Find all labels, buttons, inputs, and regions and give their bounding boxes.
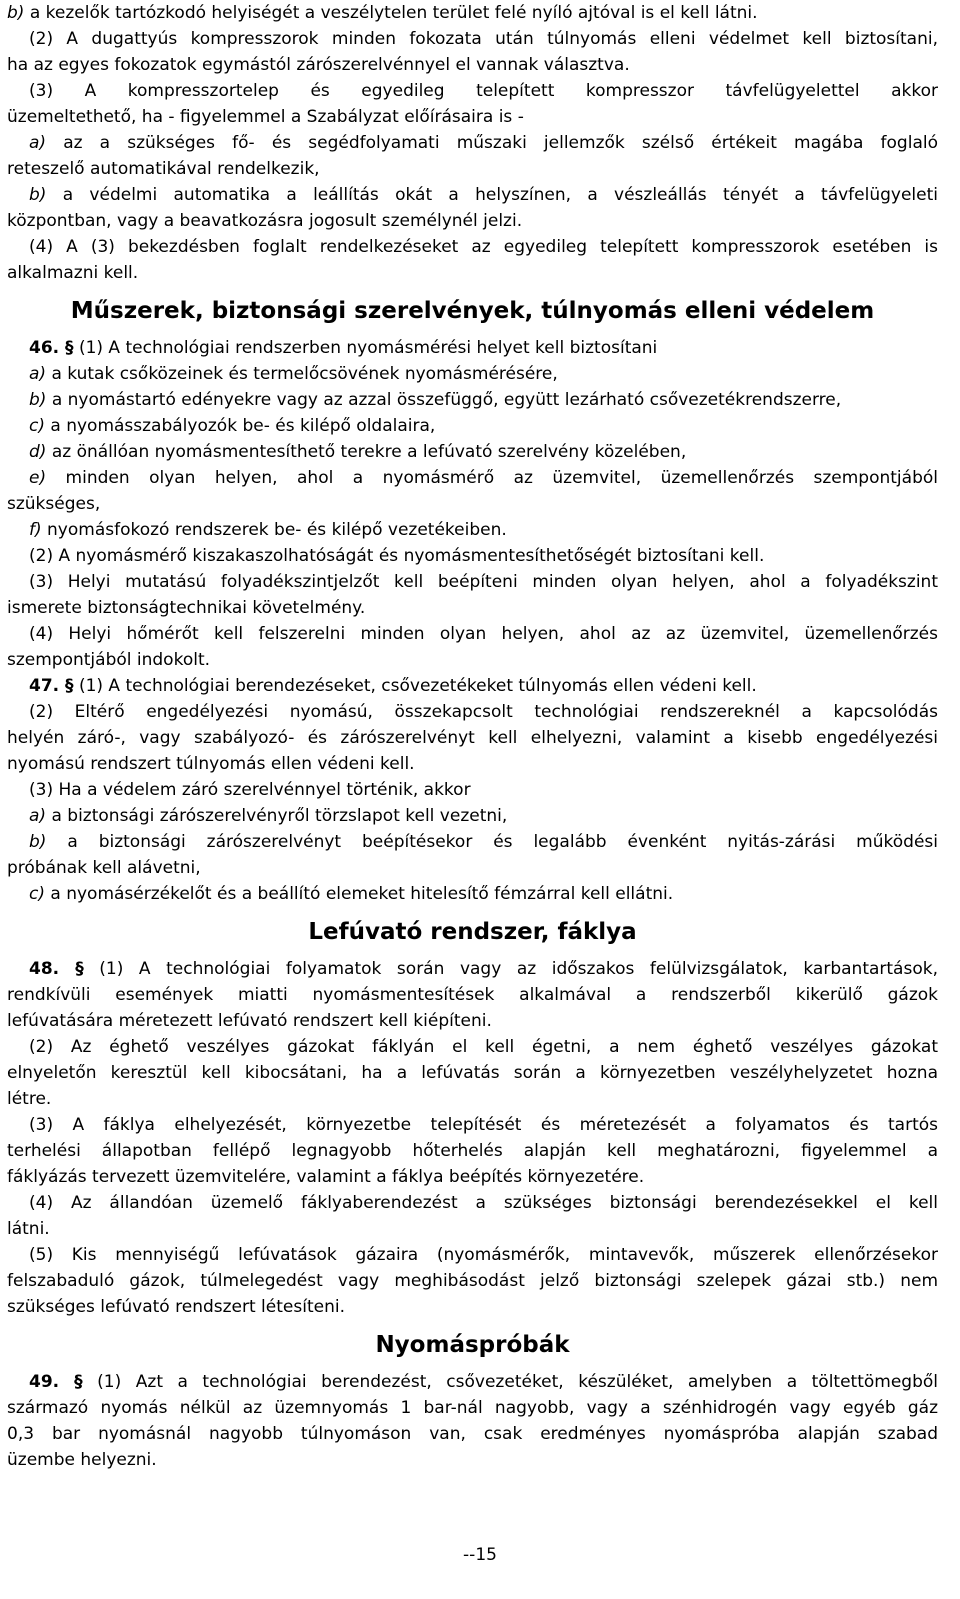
text-line: a) az a szükséges fő- és segédfolyamati műszaki jellemzők szélső értékeit magába foglaló xyxy=(29,133,938,153)
section-number: 49. § xyxy=(29,1372,83,1392)
text-line: ha az egyes fokozatok egymástól zárószerelvénnyel el vannak választva. xyxy=(7,55,630,75)
list-item: b) a nyomástartó edényekre vagy az azzal összefüggő, együtt lezárható csővezetékrendszerre, xyxy=(29,390,842,410)
text-line: rendkívüli események miatti nyomásmentesítések alkalmával a rendszerből kikerülő gázok xyxy=(7,985,938,1005)
text-line: látni. xyxy=(7,1219,50,1239)
text-line: b) a védelmi automatika a leállítás okát a helyszínen, a vészleállás tényét a távfelügyeleti xyxy=(29,185,938,205)
text-line: szükséges, xyxy=(7,494,101,514)
text-line: helyén záró-, vagy szabályozó- és zárószerelvényt kell elhelyezni, valamint a kisebb engedélyezési xyxy=(7,728,938,748)
text-line: (4) Az állandóan üzemelő fáklyaberendezést a szükséges biztonsági berendezésekkel el kell xyxy=(29,1193,938,1213)
list-item: f) nyomásfokozó rendszerek be- és kilépő vezetékeiben. xyxy=(29,520,507,540)
text-line: b) a kezelők tartózkodó helyiségét a veszélytelen terület felé nyíló ajtóval is el kell látni. xyxy=(7,3,758,23)
text-line: üzembe helyezni. xyxy=(7,1450,157,1470)
text-line: nyomású rendszert túlnyomás ellen védeni kell. xyxy=(7,754,415,774)
list-item: c) a nyomásérzékelőt és a beállító elemeket hitelesítő fémzárral kell ellátni. xyxy=(29,884,674,904)
text-line: terhelési állapotban fellépő legnagyobb hőterhelés alapján kell meghatározni, figyelemmel a xyxy=(7,1141,938,1161)
item-label: b) xyxy=(7,3,25,23)
text-line: (4) Helyi hőmérőt kell felszerelni minden olyan helyen, ahol az az üzemvitel, üzemellenőrzés xyxy=(29,624,938,644)
section-number: 48. § xyxy=(29,959,84,979)
list-item: e) minden olyan helyen, ahol a nyomásmérő az üzemvitel, üzemellenőrzés szempontjából xyxy=(29,468,938,488)
text-line: 47. § (1) A technológiai berendezéseket, csővezetékeket túlnyomás ellen védeni kell. xyxy=(29,676,757,696)
text-line: szempontjából indokolt. xyxy=(7,650,211,670)
section-number: 47. § xyxy=(29,676,74,696)
text-line: reteszelő automatikával rendelkezik, xyxy=(7,159,320,179)
text-line: (5) Kis mennyiségű lefúvatások gázaira (nyomásmérők, mintavevők, műszerek ellenőrzésekor xyxy=(29,1245,938,1265)
list-item: b) a biztonsági zárószerelvényt beépítésekor és legalább évenként nyitás-zárási működési xyxy=(29,832,938,852)
text-line: (4) A (3) bekezdésben foglalt rendelkezéseket az egyedileg telepített kompresszorok esetében is xyxy=(29,237,938,257)
text-line: (3) A kompresszortelep és egyedileg telepített kompresszor távfelügyelettel akkor xyxy=(29,81,938,101)
text-line: szükséges lefúvató rendszert létesíteni. xyxy=(7,1297,345,1317)
text-line: 49. § (1) Azt a technológiai berendezést, csővezetéket, készüléket, amelyben a töltettömegből xyxy=(29,1372,938,1392)
list-item: a) a biztonsági zárószerelvényről törzslapot kell vezetni, xyxy=(29,806,508,826)
text-line: alkalmazni kell. xyxy=(7,263,139,283)
text-line: (2) A dugattyús kompresszorok minden fokozata után túlnyomás elleni védelmet kell biztosítani, xyxy=(29,29,938,49)
text-line: 0,3 bar nyomásnál nagyobb túlnyomáson van, csak eredményes nyomáspróba alapján szabad xyxy=(7,1424,938,1444)
text-line: (3) Ha a védelem záró szerelvénnyel történik, akkor xyxy=(29,780,471,800)
text-line: (3) A fáklya elhelyezését, környezetbe telepítését és méretezését a folyamatos és tartós xyxy=(29,1115,938,1135)
text-line: elnyeletőn keresztül kell kibocsátani, ha a lefúvatás során a környezetben veszélyhelyzetet hozna xyxy=(7,1063,938,1083)
list-item: c) a nyomásszabályozók be- és kilépő oldalaira, xyxy=(29,416,436,436)
text-line: (2) A nyomásmérő kiszakaszolhatóságát és nyomásmentesíthetőségét biztosítani kell. xyxy=(29,546,765,566)
text-line: felszabaduló gázok, túlmelegedést vagy meghibásodást jelző biztonsági szelepek gázai stb.) nem xyxy=(7,1271,938,1291)
section-number: 46. § xyxy=(29,338,74,358)
list-item: d) az önállóan nyomásmentesíthető terekre a lefúvató szerelvény közelében, xyxy=(29,442,687,462)
page-number: --15 xyxy=(463,1545,497,1565)
text-line: ismerete biztonságtechnikai követelmény. xyxy=(7,598,366,618)
text-line: létre. xyxy=(7,1089,52,1109)
text-line: üzemeltethető, ha - figyelemmel a Szabályzat előírásaira is - xyxy=(7,107,524,127)
section-heading: Műszerek, biztonsági szerelvények, túlnyomás elleni védelem xyxy=(70,298,875,324)
section-heading: Nyomáspróbák xyxy=(375,1332,570,1358)
text-line: származó nyomás nélkül az üzemnyomás 1 bar-nál nagyobb, vagy a szénhidrogén vagy egyéb gáz xyxy=(7,1398,938,1418)
list-item: a) a kutak csőközeinek és termelőcsövének nyomásmérésére, xyxy=(29,364,558,384)
text-line: lefúvatására méretezett lefúvató rendszert kell kiépíteni. xyxy=(7,1011,492,1031)
text-line: fáklyázás tervezett üzemvitelére, valamint a fáklya beépítés környezetére. xyxy=(7,1167,645,1187)
text-line: (2) Az éghető veszélyes gázokat fáklyán el kell égetni, a nem éghető veszélyes gázokat xyxy=(29,1037,938,1057)
text-line: központban, vagy a beavatkozásra jogosult személynél jelzi. xyxy=(7,211,523,231)
text-line: (3) Helyi mutatású folyadékszintjelzőt kell beépíteni minden olyan helyen, ahol a folyadékszint xyxy=(29,572,938,592)
text-line: 48. § (1) A technológiai folyamatok során vagy az időszakos felülvizsgálatok, karbantartások, xyxy=(29,959,938,979)
section-heading: Lefúvató rendszer, fáklya xyxy=(308,919,637,945)
text-line: (2) Eltérő engedélyezési nyomású, összekapcsolt technológiai rendszereknél a kapcsolódás xyxy=(29,702,938,722)
text-line: 46. § (1) A technológiai rendszerben nyomásmérési helyet kell biztosítani xyxy=(29,338,658,358)
text-line: próbának kell alávetni, xyxy=(7,858,201,878)
